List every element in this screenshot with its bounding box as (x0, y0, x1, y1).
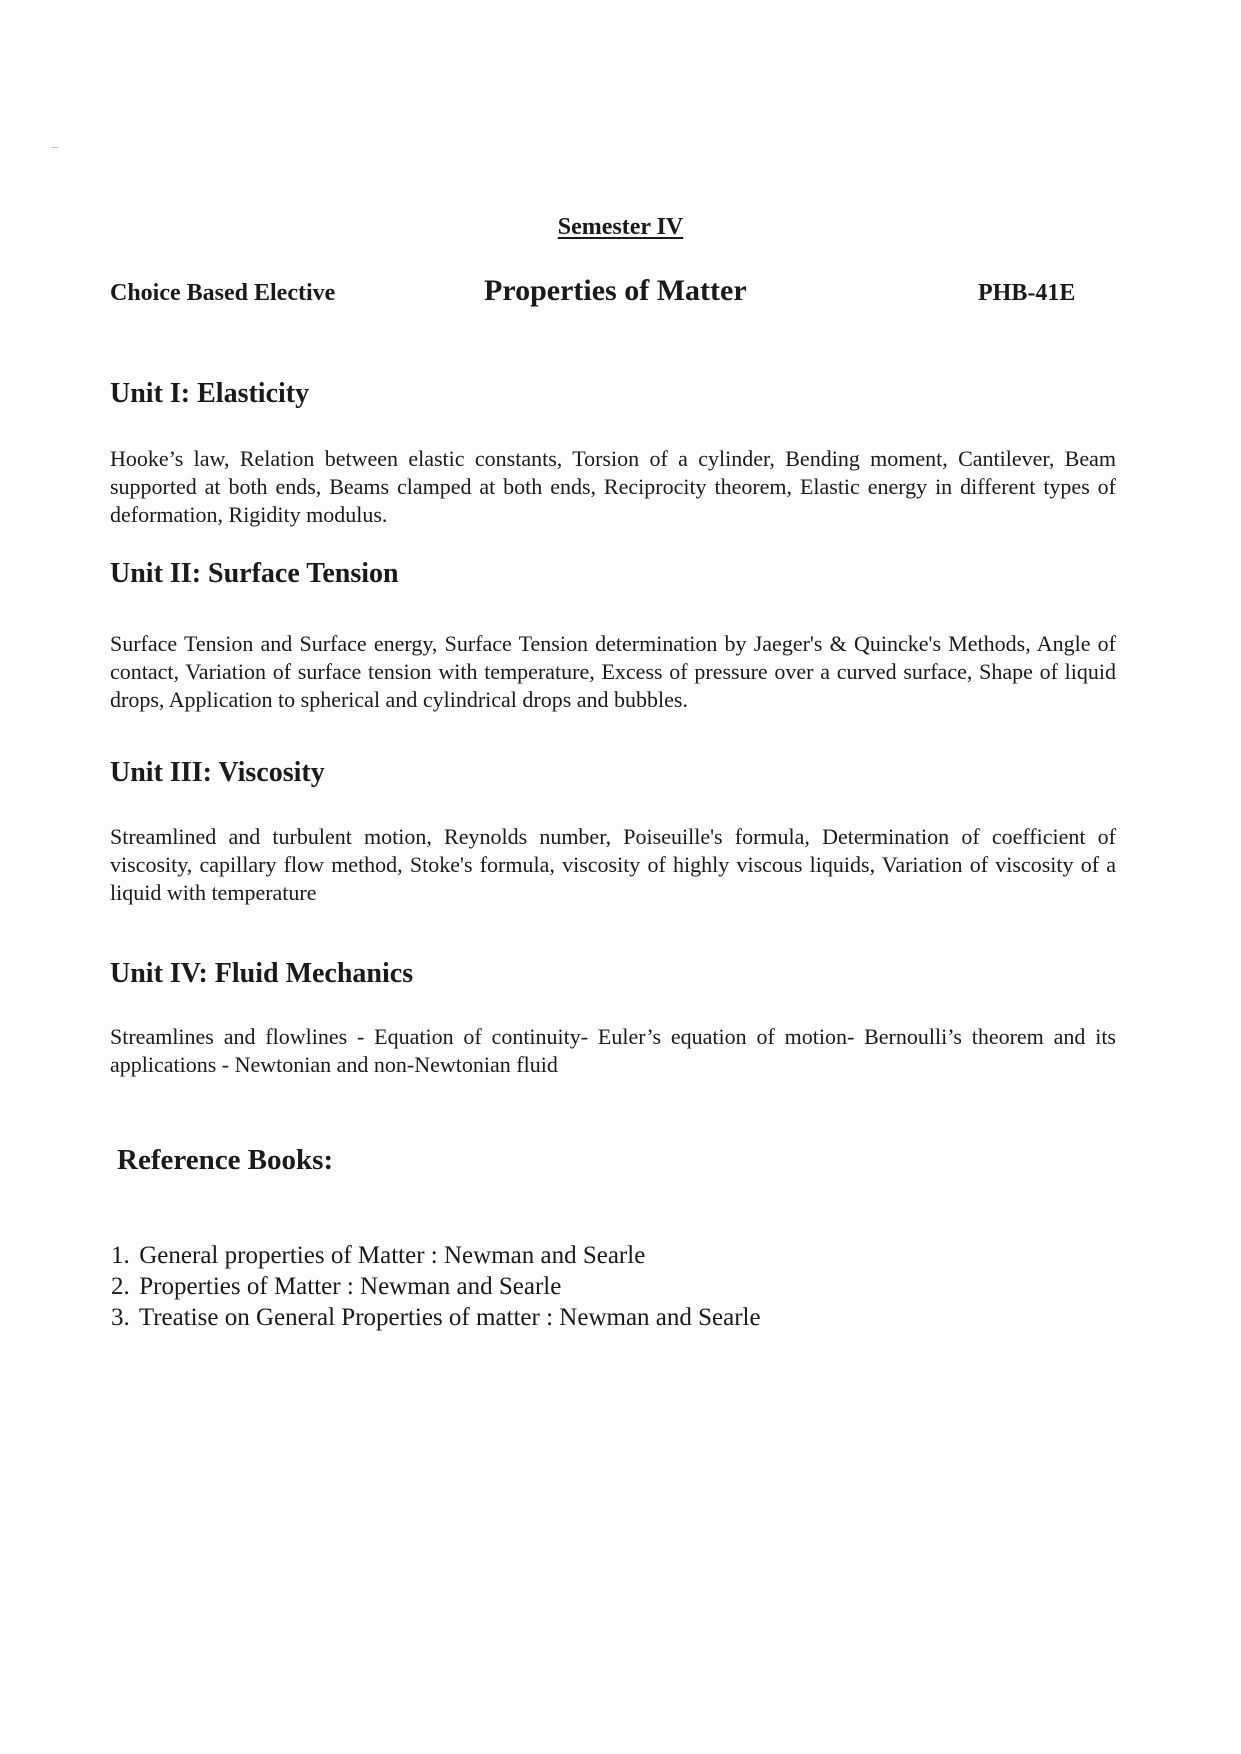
course-title: Properties of Matter (484, 274, 747, 307)
unit-4-heading: Unit IV: Fluid Mechanics (110, 958, 414, 989)
reference-item (111, 1271, 761, 1302)
reference-list (111, 1240, 761, 1333)
unit-2-heading: Unit II: Surface Tension (110, 558, 399, 589)
reference-heading: Reference Books: (117, 1144, 334, 1176)
reference-text: General properties of Matter : Newman and Searle (139, 1242, 646, 1269)
unit-2-body: Surface Tension and Surface energy, Surface Tension determination by Jaeger's & Quincke's Methods, Angle of contact, Variation of surface tension with temperature, Excess of pressure over a curved surface, Shape of liquid drops, Application to spherical and cylindrical drops and bubbles. (110, 631, 1116, 712)
reference-item (111, 1240, 761, 1271)
unit-3-body: Streamlined and turbulent motion, Reynolds number, Poiseuille's formula, Determination of coefficient of viscosity, capillary flow method, Stoke's formula, viscosity of highly viscous liquids, Variation of viscosity of a liquid with temperature (110, 824, 1116, 905)
scan-speck (52, 147, 58, 148)
course-code: PHB-41E (978, 280, 1076, 306)
reference-text: Properties of Matter : Newman and Searle (139, 1273, 562, 1300)
elective-label: Choice Based Elective (110, 280, 336, 306)
semester-label: Semester IV (557, 214, 684, 240)
unit-1-body: Hooke’s law, Relation between elastic constants, Torsion of a cylinder, Bending moment, Cantilever, Beam supported at both ends, Beams clamped at both ends, Reciprocity theorem, Elastic energy in different types of deformation, Rigidity modulus. (110, 446, 1116, 527)
reference-item (111, 1302, 761, 1333)
reference-number: 1. (111, 1242, 130, 1269)
reference-number: 2. (111, 1273, 130, 1300)
unit-3-heading: Unit III: Viscosity (110, 757, 325, 788)
unit-4-body: Streamlines and flowlines - Equation of continuity- Euler’s equation of motion- Bernoulli’s theorem and its applications - Newtonian and non-Newtonian fluid (110, 1024, 1116, 1077)
course-header (110, 274, 1110, 314)
reference-number: 3. (111, 1304, 130, 1331)
reference-text: Treatise on General Properties of matter : Newman and Searle (138, 1304, 761, 1331)
unit-1-heading: Unit I: Elasticity (110, 378, 310, 409)
